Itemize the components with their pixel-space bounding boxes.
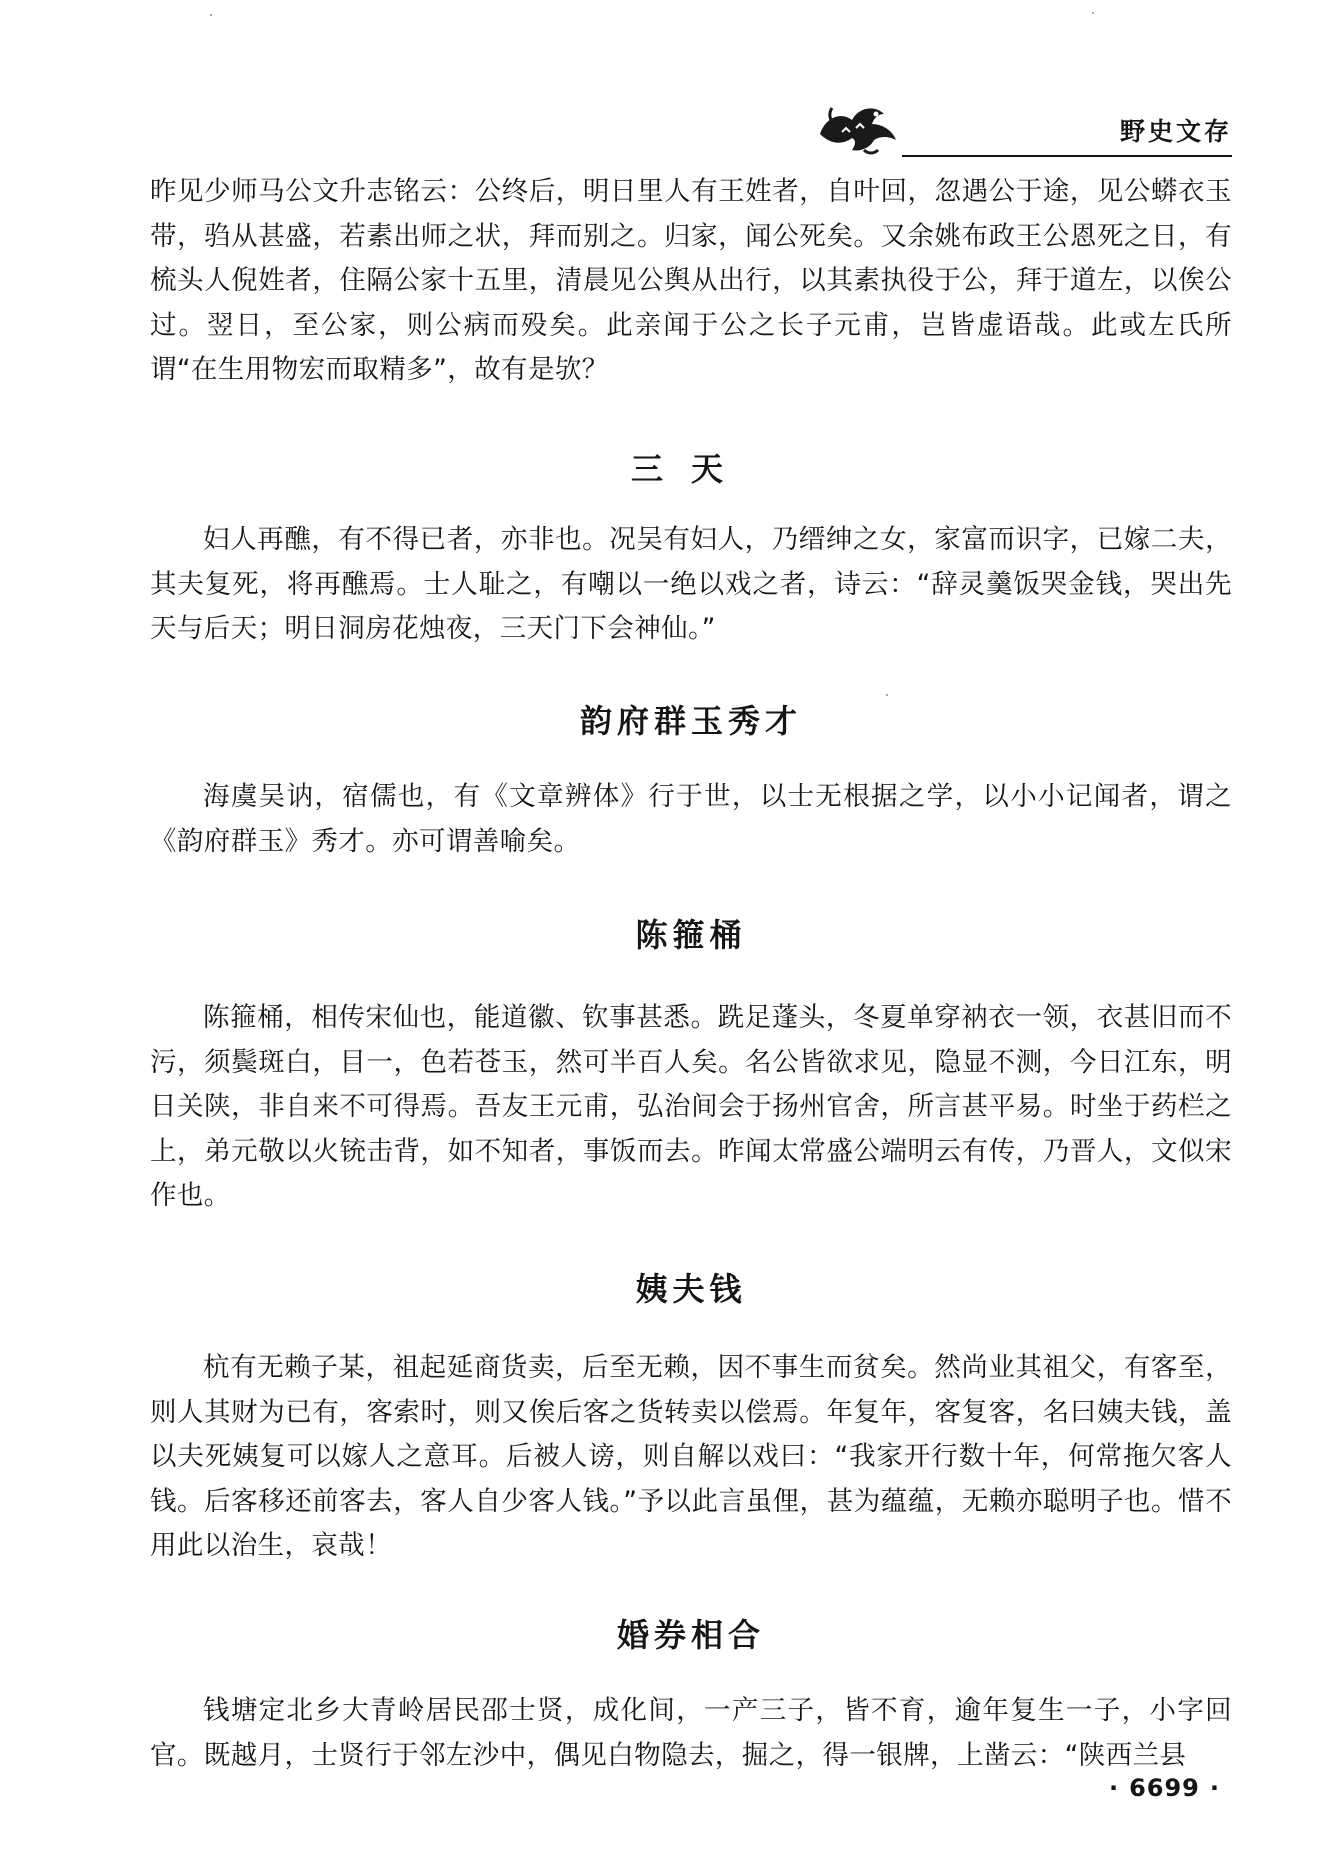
running-header-title: 野史文存 [1119,117,1232,146]
header-rule [902,155,1232,157]
paragraph-4: 陈箍桶，相传宋仙也，能道徽、钦事甚悉。跣足蓬头，冬夏单穿衲衣一领，衣甚旧而不污，须鬓斑白，目一，色若苍玉，然可半百人矣。名公皆欲求见，隐显不测，今日江东，明日关陕，非自来不可得焉。吾友王元甫，弘治间会于扬州官舍，所言甚平易。时坐于药栏之上，弟元敬以火铳击背，如不知者，事饭而去。昨闻太常盛公端明云有传，乃晋人，文似宋作也。 [150,1002,1232,1211]
section-title-5: 婚券相合 [616,1616,765,1654]
scan-speck [1092,12,1094,14]
section-title-2: 韵府群玉秀才 [579,702,802,740]
paragraph-5: 杭有无赖子某，祖起延商货卖，后至无赖，因不事生而贫矣。然尚业其祖父，有客至，则人其财为已有，客索时，则又俟后客之货转卖以偿焉。年复年，客复客，名曰姨夫钱，盖以夫死姨复可以嫁人之意耳。后被人谤，则自解以戏曰：“我家开行数十年，何常拖欠客人钱。后客移还前客去，客人自少客人钱。”予以此言虽俚，甚为蕴蕴，无赖亦聪明子也。惜不用此以治生，哀哉！ [150,1352,1232,1561]
paragraph-3: 海虞吴讷，宿儒也，有《文章辨体》行于世，以士无根据之学，以小小记闻者，谓之《韵府群玉》秀才。亦可谓善喻矣。 [150,781,1232,857]
section-title-1: 三天 [630,450,751,488]
section-title-4: 姨夫钱 [635,1270,747,1308]
paragraph-6: 钱塘定北乡大青岭居民邵士贤，成化间，一产三子，皆不育，逾年复生一子，小字回官。既越月，士贤行于邻左沙中，偶见白物隐去，掘之，得一银牌，上凿云：“陕西兰县 [150,1695,1232,1771]
scan-speck [210,14,212,16]
page-number-dot-right: · [1209,1774,1220,1802]
dragon-emblem-icon [812,94,902,156]
paragraph-1: 昨见少师马公文升志铭云：公终后，明日里人有王姓者，自叶回，忽遇公于途，见公蟒衣玉带，驺从甚盛，若素出师之状，拜而别之。归家，闻公死矣。又余姚布政王公恩死之日，有梳头人倪姓者，住隔公家十五里，清晨见公舆从出行，以其素执役于公，拜于道左，以俟公过。翌日，至公家，则公病而殁矣。此亲闻于公之长子元甫，岂皆虚语哉。此或左氏所谓“在生用物宏而取精多”，故有是欤？ [150,176,1232,385]
page-number-dot-left: · [1108,1774,1120,1802]
section-title-3: 陈箍桶 [635,916,747,954]
page-number-value: 6699 [1129,1774,1200,1802]
scan-speck [886,694,888,696]
paragraph-2: 妇人再醮，有不得已者，亦非也。况吴有妇人，乃缙绅之女，家富而识字，已嫁二夫，其夫复死，将再醮焉。士人耻之，有嘲以一绝以戏之者，诗云：“辞灵羹饭哭金钱，哭出先天与后天；明日洞房花烛夜，三天门下会神仙。” [150,524,1232,644]
page-number [1099,1774,1230,1802]
